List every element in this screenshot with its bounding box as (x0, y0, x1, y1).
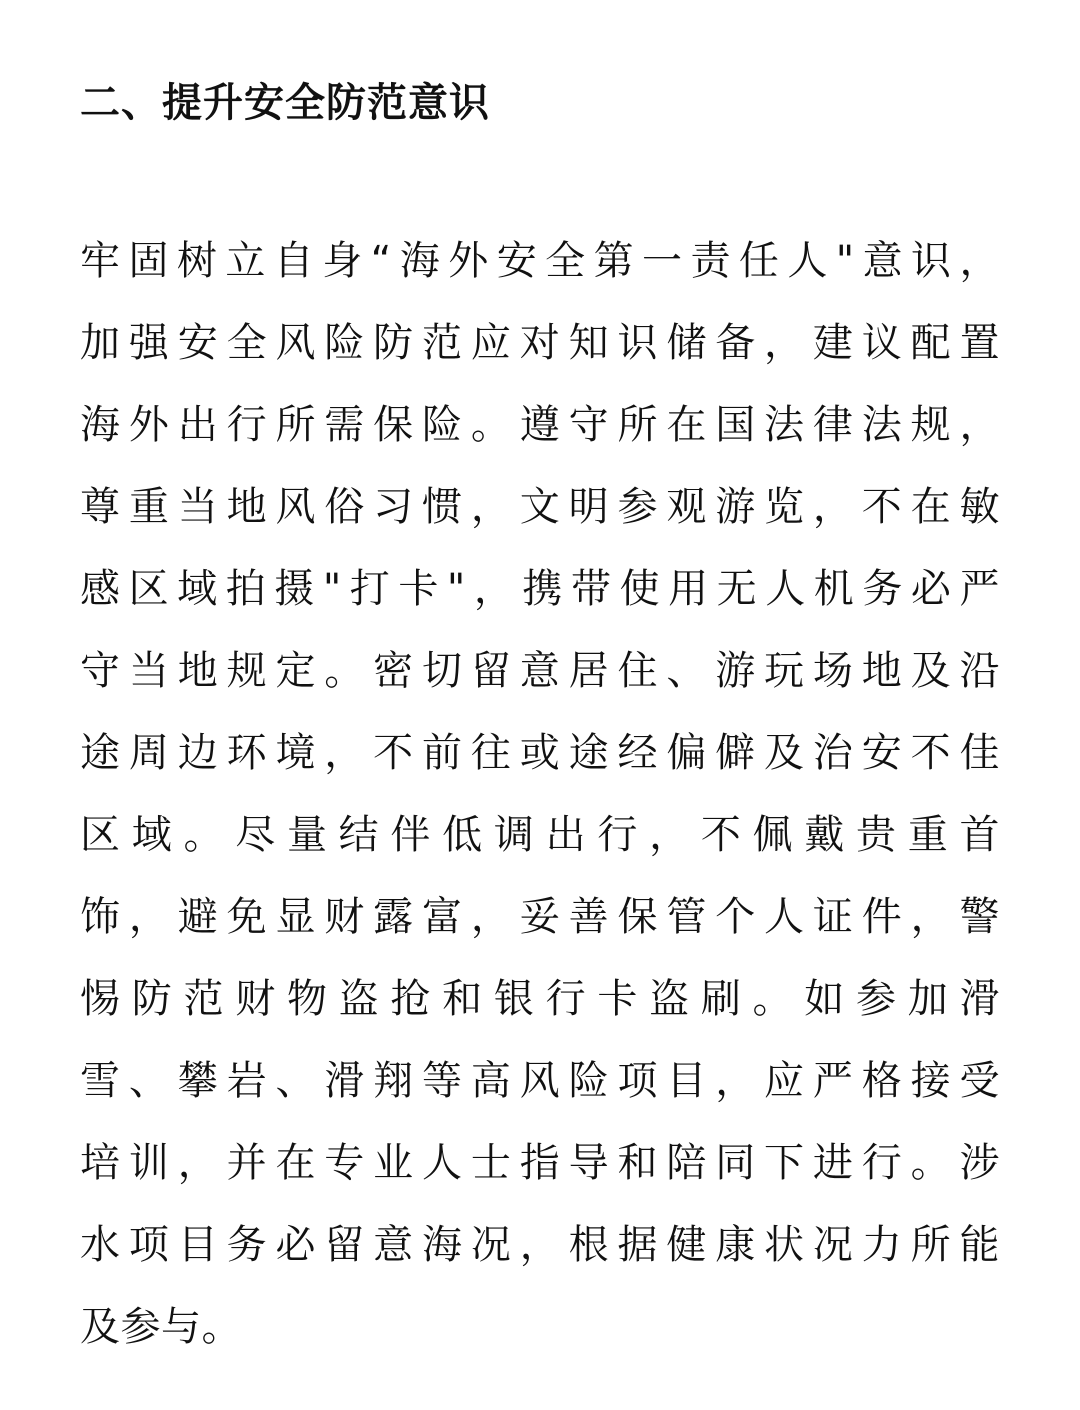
body-line: 感区域拍摄"打卡"，携带使用无人机务必严 (80, 566, 1000, 612)
section-heading: 二、提升安全防范意识 (80, 80, 490, 126)
body-line: 尊重当地风俗习惯，文明参观游览，不在敏 (80, 484, 1000, 530)
body-line: 培训，并在专业人士指导和陪同下进行。涉 (80, 1140, 1000, 1186)
body-line: 途周边环境，不前往或途经偏僻及治安不佳 (80, 730, 1000, 776)
body-line: 及参与。 (80, 1304, 242, 1350)
body-line: 牢固树立自身“海外安全第一责任人"意识， (80, 238, 1000, 284)
body-line: 海外出行所需保险。遵守所在国法律法规， (80, 402, 1000, 448)
body-line: 饰，避免显财露富，妥善保管个人证件，警 (80, 894, 1000, 940)
body-line: 加强安全风险防范应对知识储备，建议配置 (80, 320, 1000, 366)
section-body (80, 220, 1000, 1368)
body-line: 水项目务必留意海况，根据健康状况力所能 (80, 1222, 1000, 1268)
body-line: 守当地规定。密切留意居住、游玩场地及沿 (80, 648, 1000, 694)
body-line: 区域。尽量结伴低调出行，不佩戴贵重首 (80, 812, 1000, 858)
body-line: 惕防范财物盗抢和银行卡盗刷。如参加滑 (80, 976, 1000, 1022)
body-line: 雪、攀岩、滑翔等高风险项目，应严格接受 (80, 1058, 1000, 1104)
